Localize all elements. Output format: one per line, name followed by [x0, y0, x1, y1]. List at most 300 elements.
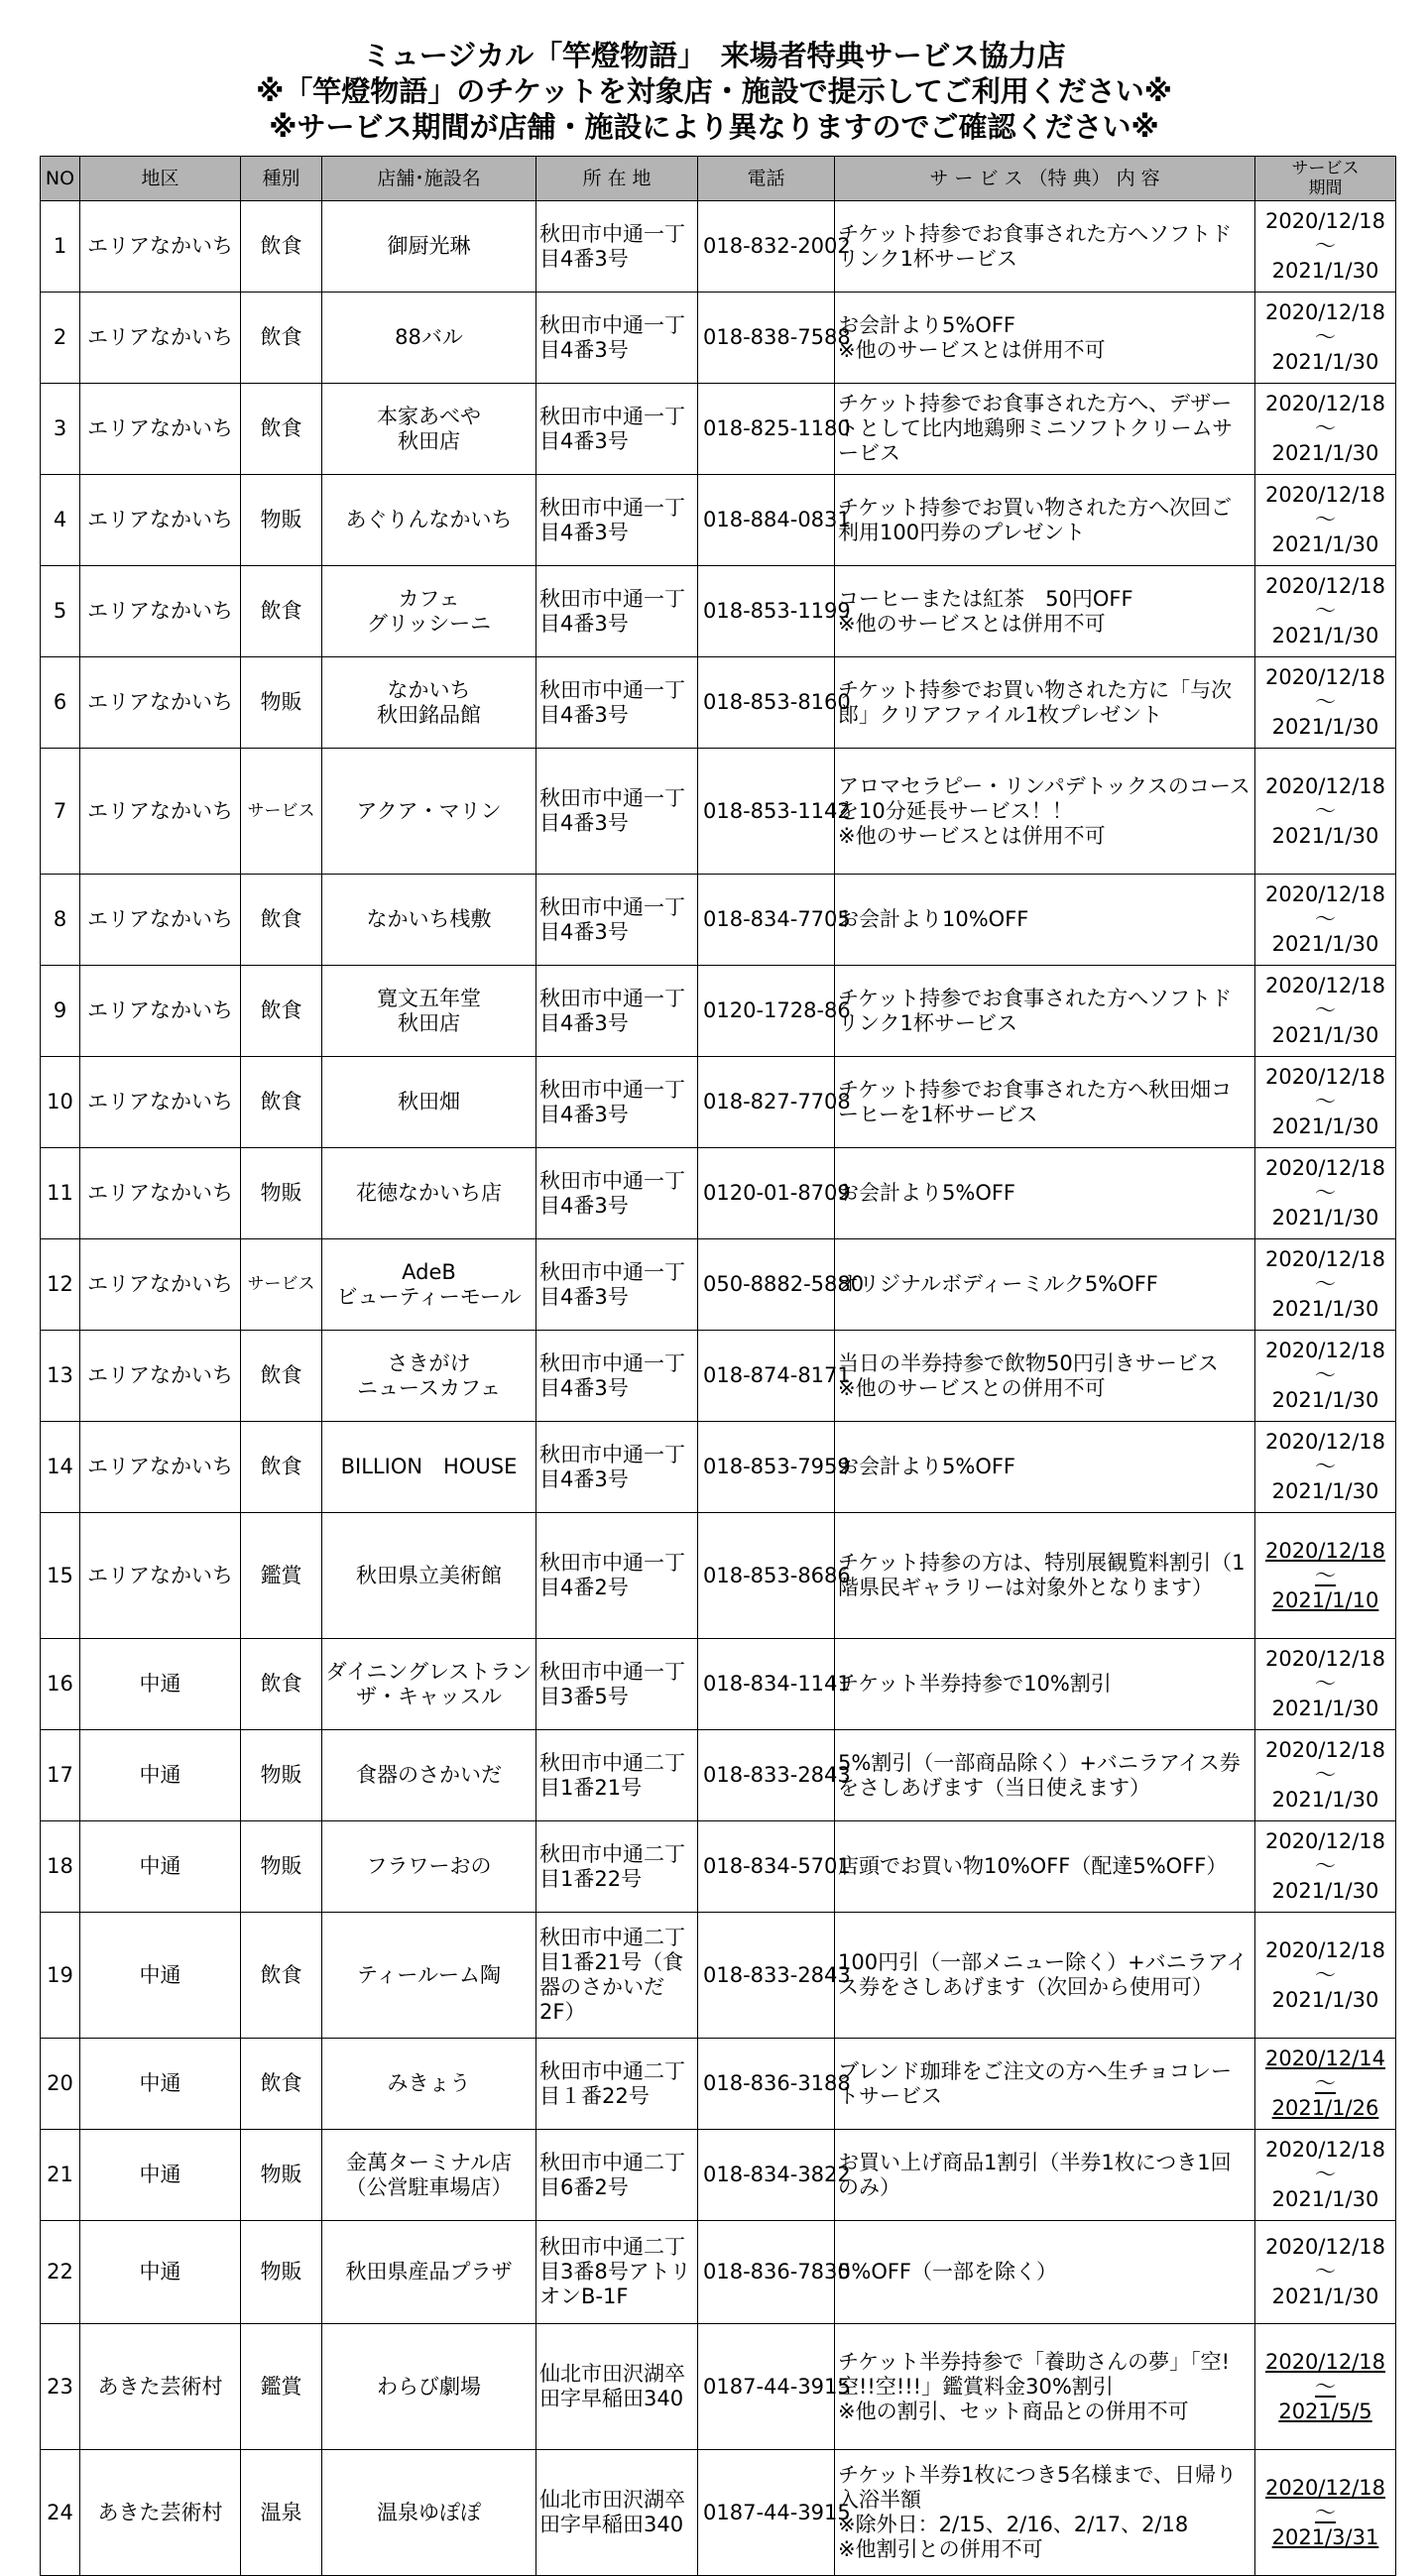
row-address: 秋田市中通一丁目3番5号 [536, 1639, 698, 1730]
row-phone: 018-825-1180 [698, 384, 835, 475]
row-service: ブレンド珈琲をご注文の方へ生チョコレートサービス [835, 2039, 1255, 2130]
period-from: 2020/12/18 [1264, 773, 1386, 798]
row-service: チケット持参でお買い物された方に「与次郎」クリアファイル1枚プレゼント [835, 657, 1255, 749]
row-address: 秋田市中通一丁目4番3号 [536, 1057, 698, 1148]
period-to: 2021/3/31 [1271, 2524, 1379, 2549]
period-to: 2021/1/30 [1271, 1697, 1379, 1720]
row-phone: 018-853-1142 [698, 749, 835, 875]
row-category: 物販 [241, 2130, 322, 2221]
row-number: 4 [41, 475, 80, 566]
period-from: 2020/12/18 [1264, 1647, 1386, 1671]
period-sep: ～ [1315, 1272, 1336, 1296]
period-sep: ～ [1315, 1090, 1336, 1113]
row-store-name: AdeB ビューティーモール [322, 1239, 536, 1331]
row-service: チケット半券持参で「養助さんの夢」「空!空!!空!!!」鑑賞料金30%割引 ※他の割引、セット商品との併用不可 [835, 2324, 1255, 2450]
row-number: 5 [41, 566, 80, 657]
row-period [1255, 1422, 1396, 1513]
row-period [1255, 1057, 1396, 1148]
row-service: チケット持参でお食事された方へソフトドリンク1杯サービス [835, 966, 1255, 1057]
header-store-name: 店舗･施設名 [322, 157, 536, 201]
table-row [41, 1239, 1396, 1331]
row-category: 鑑賞 [241, 2324, 322, 2450]
row-service: オリジナルボディーミルク5%OFF [835, 1239, 1255, 1331]
period-from: 2020/12/18 [1264, 483, 1386, 507]
table-row [41, 2450, 1396, 2576]
row-number: 8 [41, 875, 80, 966]
header-no: NO [41, 157, 80, 201]
period-from: 2020/12/18 [1264, 2138, 1386, 2162]
period-from: 2020/12/18 [1264, 1247, 1386, 1271]
row-period [1255, 749, 1396, 875]
row-period [1255, 1821, 1396, 1913]
row-service: コーヒーまたは紅茶 50円OFF ※他のサービスとは併用不可 [835, 566, 1255, 657]
table-row [41, 2130, 1396, 2221]
row-address: 秋田市中通一丁目4番3号 [536, 201, 698, 293]
row-area: エリアなかいち [80, 293, 241, 384]
period-to: 2021/1/30 [1271, 532, 1379, 556]
row-phone: 018-853-7959 [698, 1422, 835, 1513]
period-to: 2021/1/30 [1271, 1206, 1379, 1229]
row-service: お買い上げ商品1割引（半券1枚につき1回のみ） [835, 2130, 1255, 2221]
period-sep: ～ [1315, 508, 1336, 531]
row-number: 21 [41, 2130, 80, 2221]
row-number: 19 [41, 1913, 80, 2039]
row-period [1255, 1239, 1396, 1331]
row-number: 24 [41, 2450, 80, 2576]
row-service: チケット持参の方は、特別展観覧料割引（1階県民ギャラリーは対象外となります） [835, 1513, 1255, 1639]
table-row [41, 475, 1396, 566]
row-service: チケット持参でお買い物された方へ次回ご利用100円券のプレゼント [835, 475, 1255, 566]
row-store-name: あぐりんなかいち [322, 475, 536, 566]
row-address: 秋田市中通一丁目4番3号 [536, 875, 698, 966]
row-store-name: ダイニングレストランザ・キャッスル [322, 1639, 536, 1730]
period-from: 2020/12/18 [1264, 300, 1386, 324]
row-area: 中通 [80, 1913, 241, 2039]
table-row [41, 1821, 1396, 1913]
row-period [1255, 2039, 1396, 2130]
period-sep: ～ [1315, 1563, 1336, 1587]
partner-store-table [40, 156, 1396, 2576]
row-service: 当日の半券持参で飲物50円引きサービス ※他のサービスとの併用不可 [835, 1331, 1255, 1422]
period-sep: ～ [1315, 234, 1336, 258]
period-sep: ～ [1315, 1363, 1336, 1387]
header-service: サ ー ビ ス （特 典） 内 容 [835, 157, 1255, 201]
row-period [1255, 657, 1396, 749]
row-number: 15 [41, 1513, 80, 1639]
table-row [41, 2221, 1396, 2324]
table-row [41, 1148, 1396, 1239]
row-service: アロマセラピー・リンパデトックスのコースを10分延長サービス！！ ※他のサービスとは併用不可 [835, 749, 1255, 875]
period-from: 2020/12/14 [1264, 2047, 1386, 2070]
row-phone: 018-838-7588 [698, 293, 835, 384]
period-from: 2020/12/18 [1264, 1065, 1386, 1089]
period-to: 2021/1/30 [1271, 624, 1379, 647]
row-category: 飲食 [241, 1913, 322, 2039]
row-area: エリアなかいち [80, 966, 241, 1057]
row-store-name: わらび劇場 [322, 2324, 536, 2450]
table-row [41, 1513, 1396, 1639]
row-area: 中通 [80, 1821, 241, 1913]
row-store-name: 寛文五年堂 秋田店 [322, 966, 536, 1057]
row-category: サービス [241, 749, 322, 875]
period-to: 2021/1/30 [1271, 932, 1379, 956]
period-to: 2021/1/30 [1271, 441, 1379, 465]
row-address: 秋田市中通一丁目4番3号 [536, 293, 698, 384]
period-from: 2020/12/18 [1264, 1339, 1386, 1362]
header-address: 所 在 地 [536, 157, 698, 201]
header-area: 地区 [80, 157, 241, 201]
row-period [1255, 1513, 1396, 1639]
row-phone: 018-874-8171 [698, 1331, 835, 1422]
period-from: 2020/12/18 [1264, 2349, 1386, 2374]
table-row [41, 1331, 1396, 1422]
period-sep: ～ [1315, 1763, 1336, 1787]
row-address: 秋田市中通二丁目1番22号 [536, 1821, 698, 1913]
row-store-name: カフェ グリッシーニ [322, 566, 536, 657]
row-address: 秋田市中通二丁目3番8号アトリオンB-1F [536, 2221, 698, 2324]
period-from: 2020/12/18 [1264, 574, 1386, 598]
row-phone: 018-836-7830 [698, 2221, 835, 2324]
row-phone: 018-853-1199 [698, 566, 835, 657]
row-address: 秋田市中通二丁目6番2号 [536, 2130, 698, 2221]
row-number: 7 [41, 749, 80, 875]
table-row [41, 1913, 1396, 2039]
row-number: 14 [41, 1422, 80, 1513]
table-row [41, 1057, 1396, 1148]
row-number: 12 [41, 1239, 80, 1331]
row-store-name: 88バル [322, 293, 536, 384]
period-sep: ～ [1315, 907, 1336, 931]
row-period [1255, 1148, 1396, 1239]
row-period [1255, 1331, 1396, 1422]
row-phone: 0187-44-3915 [698, 2324, 835, 2450]
row-phone: 018-853-8686 [698, 1513, 835, 1639]
row-area: エリアなかいち [80, 384, 241, 475]
period-note: ※サービス期間が店舗・施設により異なりますのでご確認ください※ [269, 110, 1159, 144]
row-address: 秋田市中通一丁目4番3号 [536, 1331, 698, 1422]
row-area: エリアなかいち [80, 749, 241, 875]
row-service: チケット持参でお食事された方へ、デザートとして比内地鶏卵ミニソフトクリームサービス [835, 384, 1255, 475]
period-from: 2020/12/18 [1264, 665, 1386, 689]
row-number: 1 [41, 201, 80, 293]
row-number: 2 [41, 293, 80, 384]
row-phone: 018-833-2843 [698, 1730, 835, 1821]
period-sep: ～ [1315, 2071, 1336, 2095]
row-period [1255, 2450, 1396, 2576]
period-to: 2021/1/30 [1271, 2284, 1379, 2308]
row-phone: 018-833-2843 [698, 1913, 835, 2039]
row-store-name: 温泉ゆぽぽ [322, 2450, 536, 2576]
period-from: 2020/12/18 [1264, 974, 1386, 997]
period-to: 2021/1/30 [1271, 2187, 1379, 2211]
row-phone: 018-832-2002 [698, 201, 835, 293]
row-area: 中通 [80, 1639, 241, 1730]
row-area: エリアなかいち [80, 1422, 241, 1513]
row-address: 秋田市中通二丁目1番21号 [536, 1730, 698, 1821]
header-category: 種別 [241, 157, 322, 201]
row-period [1255, 2130, 1396, 2221]
row-period [1255, 966, 1396, 1057]
row-area: 中通 [80, 2039, 241, 2130]
row-service: お会計より10%OFF [835, 875, 1255, 966]
row-category: 物販 [241, 1148, 322, 1239]
header-phone: 電話 [698, 157, 835, 201]
row-service: 100円引（一部メニュー除く）+バニラアイス券をさしあげます（次回から使用可） [835, 1913, 1255, 2039]
row-store-name: 秋田畑 [322, 1057, 536, 1148]
period-from: 2020/12/18 [1264, 1937, 1386, 1962]
row-store-name: 秋田県産品プラザ [322, 2221, 536, 2324]
row-area: エリアなかいち [80, 475, 241, 566]
row-period [1255, 2221, 1396, 2324]
row-category: 物販 [241, 1730, 322, 1821]
period-from: 2020/12/18 [1264, 1538, 1386, 1563]
row-number: 23 [41, 2324, 80, 2450]
period-to: 2021/1/30 [1271, 1023, 1379, 1047]
period-sep: ～ [1315, 998, 1336, 1022]
row-number: 20 [41, 2039, 80, 2130]
period-from: 2020/12/18 [1264, 1738, 1386, 1762]
row-service: チケット持参でお食事された方へ秋田畑コーヒーを1杯サービス [835, 1057, 1255, 1148]
row-period [1255, 1730, 1396, 1821]
period-from: 2020/12/18 [1264, 2235, 1386, 2259]
period-sep: ～ [1315, 690, 1336, 714]
row-area: 中通 [80, 2130, 241, 2221]
period-to: 2021/1/30 [1271, 1388, 1379, 1412]
row-area: エリアなかいち [80, 1057, 241, 1148]
row-category: 飲食 [241, 1331, 322, 1422]
period-to: 2021/1/30 [1271, 350, 1379, 374]
row-address: 仙北市田沢湖卒田字早稲田340 [536, 2324, 698, 2450]
row-service: お会計より5%OFF [835, 1422, 1255, 1513]
row-period [1255, 566, 1396, 657]
row-period [1255, 201, 1396, 293]
row-area: あきた芸術村 [80, 2324, 241, 2450]
row-store-name: 花徳なかいち店 [322, 1148, 536, 1239]
row-category: 飲食 [241, 1422, 322, 1513]
row-period [1255, 384, 1396, 475]
row-phone: 018-836-3188 [698, 2039, 835, 2130]
period-from: 2020/12/18 [1264, 1829, 1386, 1853]
row-category: 飲食 [241, 1639, 322, 1730]
row-number: 9 [41, 966, 80, 1057]
row-service: 店頭でお買い物10%OFF（配達5%OFF） [835, 1821, 1255, 1913]
row-phone: 0120-01-8709 [698, 1148, 835, 1239]
row-area: 中通 [80, 1730, 241, 1821]
row-phone: 018-834-1141 [698, 1639, 835, 1730]
period-to: 2021/1/30 [1271, 1479, 1379, 1503]
table-row [41, 2324, 1396, 2450]
row-service: お会計より5%OFF ※他のサービスとは併用不可 [835, 293, 1255, 384]
row-area: エリアなかいち [80, 201, 241, 293]
row-address: 秋田市中通二丁目1番21号（食器のさかいだ2F） [536, 1913, 698, 2039]
period-sep: ～ [1315, 1181, 1336, 1205]
row-address: 秋田市中通一丁目4番3号 [536, 566, 698, 657]
row-phone: 0120-1728-86 [698, 966, 835, 1057]
period-sep: ～ [1315, 1455, 1336, 1478]
row-period [1255, 1639, 1396, 1730]
row-period [1255, 475, 1396, 566]
period-sep: ～ [1315, 2500, 1336, 2524]
period-from: 2020/12/18 [1264, 1156, 1386, 1180]
row-category: 飲食 [241, 293, 322, 384]
row-area: 中通 [80, 2221, 241, 2324]
period-from: 2020/12/18 [1264, 209, 1386, 233]
row-area: エリアなかいち [80, 657, 241, 749]
row-address: 仙北市田沢湖卒田字早稲田340 [536, 2450, 698, 2576]
row-address: 秋田市中通一丁目4番3号 [536, 1239, 698, 1331]
period-to: 2021/1/30 [1271, 1987, 1379, 2012]
row-store-name: さきがけ ニュースカフェ [322, 1331, 536, 1422]
row-address: 秋田市中通一丁目4番3号 [536, 966, 698, 1057]
row-number: 11 [41, 1148, 80, 1239]
row-period [1255, 1913, 1396, 2039]
row-store-name: フラワーおの [322, 1821, 536, 1913]
row-address: 秋田市中通二丁目１番22号 [536, 2039, 698, 2130]
period-to: 2021/1/30 [1271, 1879, 1379, 1903]
period-sep: ～ [1315, 416, 1336, 440]
row-category: 飲食 [241, 2039, 322, 2130]
row-area: エリアなかいち [80, 1239, 241, 1331]
row-phone: 050-8882-5880 [698, 1239, 835, 1331]
row-category: 飲食 [241, 201, 322, 293]
period-to: 2021/1/30 [1271, 715, 1379, 739]
table-row [41, 384, 1396, 475]
row-phone: 018-884-0831 [698, 475, 835, 566]
row-store-name: 本家あべや 秋田店 [322, 384, 536, 475]
row-address: 秋田市中通一丁目4番3号 [536, 475, 698, 566]
row-service: チケット半券1枚につき5名様まで、日帰り入浴半額 ※除外日：2/15、2/16、2/17、2/18 ※他割引との併用不可 [835, 2450, 1255, 2576]
row-address: 秋田市中通一丁目4番3号 [536, 1422, 698, 1513]
period-from: 2020/12/18 [1264, 882, 1386, 906]
table-row [41, 2039, 1396, 2130]
period-sep: ～ [1315, 2374, 1336, 2399]
row-area: あきた芸術村 [80, 2450, 241, 2576]
period-to: 2021/1/30 [1271, 1114, 1379, 1138]
row-number: 3 [41, 384, 80, 475]
page-header [0, 38, 1428, 145]
row-store-name: ティールーム陶 [322, 1913, 536, 2039]
period-sep: ～ [1315, 1854, 1336, 1878]
row-category: 飲食 [241, 566, 322, 657]
row-category: 飲食 [241, 966, 322, 1057]
row-category: 飲食 [241, 1057, 322, 1148]
row-category: 物販 [241, 1821, 322, 1913]
row-address: 秋田市中通一丁目4番3号 [536, 1148, 698, 1239]
period-to: 2021/1/30 [1271, 1297, 1379, 1321]
table-row [41, 875, 1396, 966]
period-to: 2021/5/5 [1278, 2399, 1372, 2423]
period-to: 2021/1/30 [1271, 259, 1379, 283]
row-area: エリアなかいち [80, 566, 241, 657]
row-service: チケット半券持参で10%割引 [835, 1639, 1255, 1730]
row-store-name: 御厨光琳 [322, 201, 536, 293]
row-area: エリアなかいち [80, 1148, 241, 1239]
row-number: 13 [41, 1331, 80, 1422]
row-number: 22 [41, 2221, 80, 2324]
row-number: 6 [41, 657, 80, 749]
row-service: お会計より5%OFF [835, 1148, 1255, 1239]
table-row [41, 1422, 1396, 1513]
table-row [41, 201, 1396, 293]
row-area: エリアなかいち [80, 875, 241, 966]
table-row [41, 966, 1396, 1057]
row-number: 17 [41, 1730, 80, 1821]
row-address: 秋田市中通一丁目4番3号 [536, 657, 698, 749]
row-category: サービス [241, 1239, 322, 1331]
row-service: 5%割引（一部商品除く）+バニラアイス券をさしあげます（当日使えます） [835, 1730, 1255, 1821]
table-row [41, 293, 1396, 384]
row-store-name: なかいち 秋田銘品館 [322, 657, 536, 749]
period-sep: ～ [1315, 1962, 1336, 1987]
row-service: チケット持参でお食事された方へソフトドリンク1杯サービス [835, 201, 1255, 293]
period-sep: ～ [1315, 599, 1336, 623]
row-category: 飲食 [241, 384, 322, 475]
table-row [41, 1639, 1396, 1730]
table-header-row [41, 157, 1396, 201]
row-period [1255, 875, 1396, 966]
row-service: 5%OFF（一部を除く） [835, 2221, 1255, 2324]
row-phone: 018-827-7708 [698, 1057, 835, 1148]
table-row [41, 1730, 1396, 1821]
row-category: 物販 [241, 657, 322, 749]
row-area: エリアなかいち [80, 1513, 241, 1639]
row-store-name: 金萬ターミナル店 （公営駐車場店） [322, 2130, 536, 2221]
period-sep: ～ [1315, 1672, 1336, 1696]
row-period [1255, 2324, 1396, 2450]
row-category: 鑑賞 [241, 1513, 322, 1639]
row-store-name: BILLION HOUSE [322, 1422, 536, 1513]
row-period [1255, 293, 1396, 384]
row-store-name: 食器のさかいだ [322, 1730, 536, 1821]
row-phone: 018-834-7705 [698, 875, 835, 966]
row-address: 秋田市中通一丁目4番3号 [536, 384, 698, 475]
row-category: 温泉 [241, 2450, 322, 2576]
period-sep: ～ [1315, 798, 1336, 823]
row-address: 秋田市中通一丁目4番3号 [536, 749, 698, 875]
period-to: 2021/1/30 [1271, 823, 1379, 848]
period-sep: ～ [1315, 2163, 1336, 2186]
row-category: 物販 [241, 2221, 322, 2324]
row-category: 物販 [241, 475, 322, 566]
row-phone: 018-834-5701 [698, 1821, 835, 1913]
row-category: 飲食 [241, 875, 322, 966]
row-store-name: なかいち桟敷 [322, 875, 536, 966]
row-address: 秋田市中通一丁目4番2号 [536, 1513, 698, 1639]
header-period: サービス 期間 [1255, 157, 1396, 201]
row-phone: 018-834-3822 [698, 2130, 835, 2221]
usage-note: ※「竿燈物語」のチケットを対象店・施設で提示してご利用ください※ [256, 74, 1172, 108]
period-to: 2021/1/26 [1271, 2096, 1379, 2120]
row-store-name: みきょう [322, 2039, 536, 2130]
page-title: ミュージカル「竿燈物語」 来場者特典サービス協力店 [362, 39, 1066, 72]
period-sep: ～ [1315, 2260, 1336, 2283]
row-number: 10 [41, 1057, 80, 1148]
row-number: 16 [41, 1639, 80, 1730]
table-row [41, 566, 1396, 657]
period-to: 2021/1/10 [1271, 1587, 1379, 1612]
row-area: エリアなかいち [80, 1331, 241, 1422]
period-to: 2021/1/30 [1271, 1788, 1379, 1812]
period-from: 2020/12/18 [1264, 1430, 1386, 1454]
row-phone: 0187-44-3915 [698, 2450, 835, 2576]
period-sep: ～ [1315, 325, 1336, 349]
table-row [41, 749, 1396, 875]
row-store-name: アクア・マリン [322, 749, 536, 875]
row-store-name: 秋田県立美術館 [322, 1513, 536, 1639]
table-row [41, 657, 1396, 749]
row-number: 18 [41, 1821, 80, 1913]
period-from: 2020/12/18 [1264, 2475, 1386, 2500]
